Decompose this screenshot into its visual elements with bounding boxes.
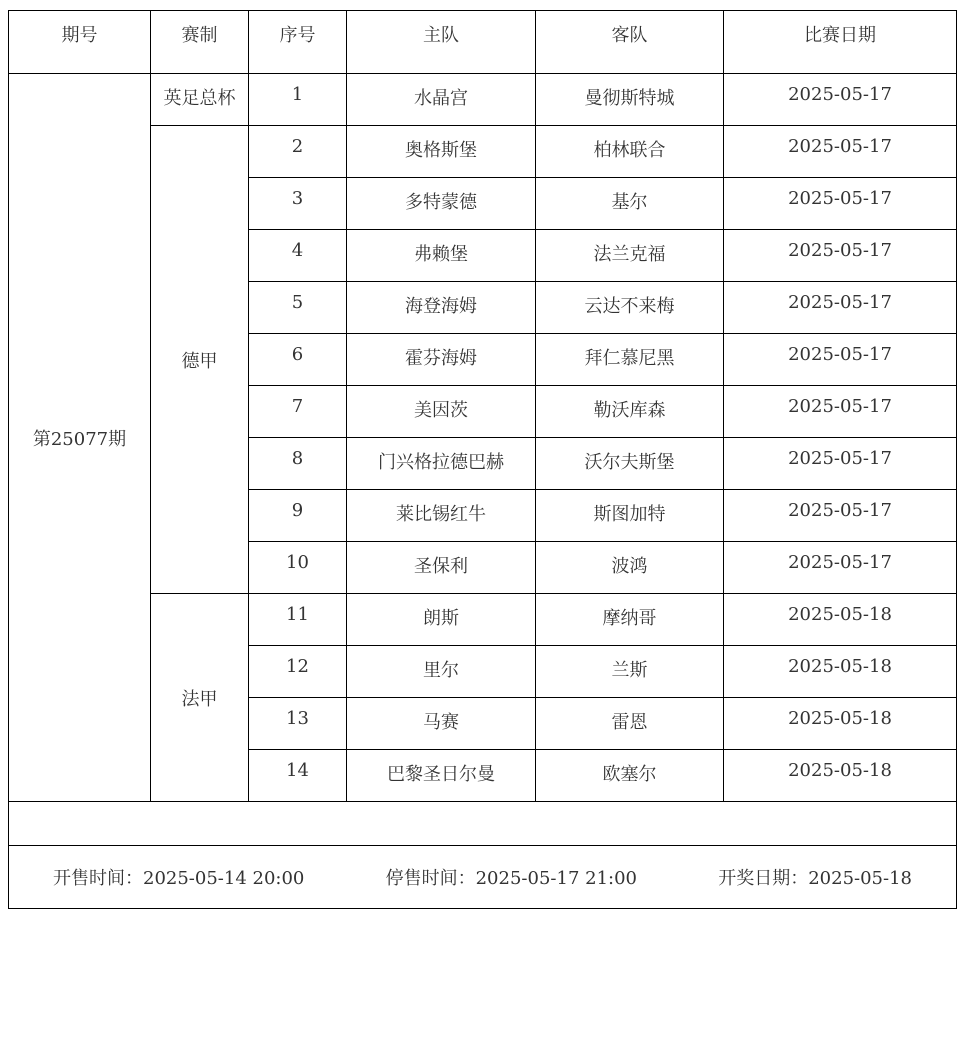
match-home: 里尔 [347, 646, 536, 698]
sale-start-time: 开售时间：2025-05-14 20:00 [53, 868, 305, 889]
match-date: 2025-05-18 [724, 750, 957, 802]
period-cell: 第25077期 [9, 74, 151, 802]
header-row [9, 11, 957, 74]
match-seq: 14 [249, 750, 347, 802]
match-away: 雷恩 [536, 698, 724, 750]
match-seq: 4 [249, 230, 347, 282]
match-home: 奥格斯堡 [347, 126, 536, 178]
footer-row [9, 846, 957, 909]
match-date: 2025-05-18 [724, 698, 957, 750]
match-date: 2025-05-17 [724, 490, 957, 542]
match-seq: 2 [249, 126, 347, 178]
match-seq: 9 [249, 490, 347, 542]
match-seq: 13 [249, 698, 347, 750]
match-away: 沃尔夫斯堡 [536, 438, 724, 490]
match-home: 莱比锡红牛 [347, 490, 536, 542]
match-home: 门兴格拉德巴赫 [347, 438, 536, 490]
match-date: 2025-05-18 [724, 594, 957, 646]
match-home: 海登海姆 [347, 282, 536, 334]
match-away: 波鸿 [536, 542, 724, 594]
blank-row [9, 802, 957, 846]
match-seq: 5 [249, 282, 347, 334]
match-seq: 12 [249, 646, 347, 698]
match-home: 美因茨 [347, 386, 536, 438]
match-home: 水晶宫 [347, 74, 536, 126]
match-date: 2025-05-17 [724, 178, 957, 230]
match-date: 2025-05-17 [724, 230, 957, 282]
match-seq: 10 [249, 542, 347, 594]
match-seq: 1 [249, 74, 347, 126]
match-home: 多特蒙德 [347, 178, 536, 230]
header-seq: 序号 [249, 11, 347, 74]
match-date: 2025-05-18 [724, 646, 957, 698]
match-date: 2025-05-17 [724, 334, 957, 386]
table-row [9, 594, 957, 646]
match-schedule-table [8, 10, 957, 909]
match-date: 2025-05-17 [724, 438, 957, 490]
match-seq: 6 [249, 334, 347, 386]
header-home: 主队 [347, 11, 536, 74]
match-away: 欧塞尔 [536, 750, 724, 802]
match-home: 朗斯 [347, 594, 536, 646]
header-period: 期号 [9, 11, 151, 74]
match-away: 勒沃库森 [536, 386, 724, 438]
match-seq: 11 [249, 594, 347, 646]
match-away: 基尔 [536, 178, 724, 230]
match-away: 法兰克福 [536, 230, 724, 282]
match-home: 巴黎圣日尔曼 [347, 750, 536, 802]
match-away: 摩纳哥 [536, 594, 724, 646]
header-format: 赛制 [151, 11, 249, 74]
league-cell-ligue1: 法甲 [151, 594, 249, 802]
match-seq: 3 [249, 178, 347, 230]
match-away: 云达不来梅 [536, 282, 724, 334]
match-seq: 8 [249, 438, 347, 490]
match-away: 柏林联合 [536, 126, 724, 178]
match-home: 马赛 [347, 698, 536, 750]
sale-info [9, 864, 956, 890]
match-date: 2025-05-17 [724, 542, 957, 594]
match-away: 兰斯 [536, 646, 724, 698]
blank-cell [9, 802, 957, 846]
table-row [9, 74, 957, 126]
match-date: 2025-05-17 [724, 74, 957, 126]
match-date: 2025-05-17 [724, 126, 957, 178]
match-away: 拜仁慕尼黑 [536, 334, 724, 386]
match-seq: 7 [249, 386, 347, 438]
sale-stop-time: 停售时间：2025-05-17 21:00 [385, 868, 637, 889]
draw-date: 开奖日期：2025-05-18 [718, 868, 912, 889]
match-date: 2025-05-17 [724, 282, 957, 334]
header-date: 比赛日期 [724, 11, 957, 74]
league-cell-fa-cup: 英足总杯 [151, 74, 249, 126]
header-away: 客队 [536, 11, 724, 74]
match-away: 曼彻斯特城 [536, 74, 724, 126]
table-row [9, 126, 957, 178]
match-date: 2025-05-17 [724, 386, 957, 438]
match-home: 霍芬海姆 [347, 334, 536, 386]
footer-cell [9, 846, 957, 909]
league-cell-bundesliga: 德甲 [151, 126, 249, 594]
match-home: 弗赖堡 [347, 230, 536, 282]
match-away: 斯图加特 [536, 490, 724, 542]
match-home: 圣保利 [347, 542, 536, 594]
